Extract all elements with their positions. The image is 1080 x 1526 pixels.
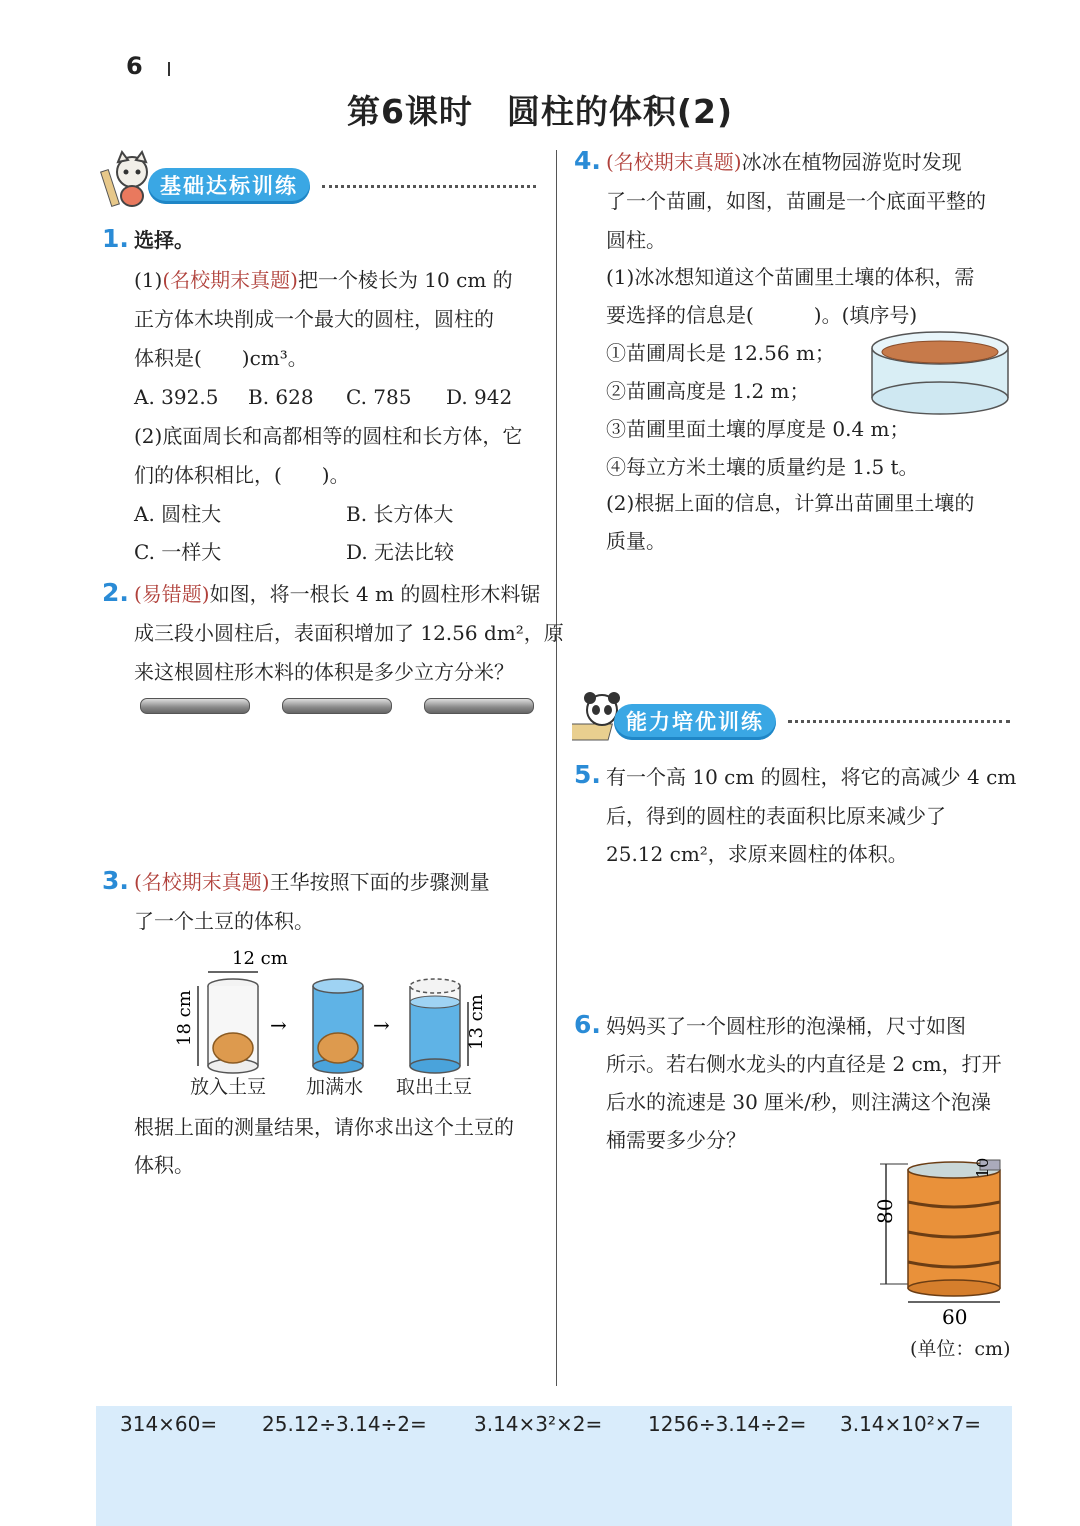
question-number-6: 6. (574, 1010, 601, 1039)
section-badge-basic: 基础达标训练 (148, 168, 310, 204)
q3-line3: 根据上面的测量结果，请你求出这个土豆的 (134, 1115, 514, 1139)
q1-option-b: B. 628 (248, 385, 314, 409)
step-label-2: 加满水 (306, 1076, 364, 1098)
q1-part2-option-d: D. 无法比较 (346, 540, 455, 564)
q4-line2: 了一个苗圃，如图，苗圃是一个底面平整的 (606, 189, 986, 213)
cup-full-water (313, 979, 363, 1073)
page-number-separator (168, 62, 170, 76)
source-tag: (易错题) (134, 582, 210, 606)
q2-line1: (易错题)如图，将一根长 4 m 的圆柱形木料锯 (134, 582, 541, 606)
wood-segment-2 (282, 698, 392, 714)
source-tag: (名校期末真题) (606, 150, 742, 174)
q4-info-3: ③苗圃里面土壤的厚度是 0.4 m； (606, 417, 910, 441)
step-label-1: 放入土豆 (190, 1076, 267, 1098)
page-title: 第6课时 圆柱的体积(2) (346, 92, 734, 131)
q4-line4: (1)冰冰想知道这个苗圃里土壤的体积，需 (606, 265, 975, 289)
tub-width-label: 60 (942, 1305, 968, 1329)
q4-line3: 圆柱。 (606, 228, 666, 252)
q6-line3: 后水的流速是 30 厘米/秒，则注满这个泡澡 (606, 1090, 991, 1114)
wood-segment-1 (140, 698, 250, 714)
arrow-icon: → (373, 1013, 390, 1037)
unit-note: (单位：cm) (910, 1338, 1011, 1360)
section-badge-advanced: 能力培优训练 (614, 704, 776, 740)
q2-line3: 来这根圆柱形木料的体积是多少立方分米？ (134, 660, 514, 684)
q4-info-4: ④每立方米土壤的质量约是 1.5 t。 (606, 455, 919, 479)
q5-line1: 有一个高 10 cm 的圆柱，将它的高减少 4 cm (606, 765, 1017, 789)
q5-line2: 后，得到的圆柱的表面积比原来减少了 (606, 804, 946, 828)
q6-line1: 妈妈买了一个圆柱形的泡澡桶，尺寸如图 (606, 1014, 966, 1038)
source-tag: (名校期末真题) (162, 268, 298, 292)
q6-line4: 桶需要多少分？ (606, 1128, 746, 1152)
arrow-icon: → (270, 1013, 287, 1037)
q4-line6: (2)根据上面的信息，计算出苗圃里土壤的 (606, 491, 975, 515)
calc-item-2: 25.12÷3.14÷2= (262, 1412, 427, 1436)
q1-option-d: D. 942 (446, 385, 513, 409)
fig-after-label: 13 cm (466, 994, 487, 1050)
cup-empty (208, 979, 258, 1073)
q2-line2: 成三段小圆柱后，表面积增加了 12.56 dm²，原 (134, 621, 564, 645)
fig-height-label: 18 cm (174, 990, 195, 1046)
source-tag: (名校期末真题) (134, 870, 270, 894)
page-number: 6 (126, 52, 143, 80)
q4-line7: 质量。 (606, 529, 666, 553)
section-dots (322, 185, 536, 188)
calc-item-3: 3.14×3²×2= (474, 1412, 603, 1436)
question-number-1: 1. (102, 224, 129, 253)
q1-part2-option-a: A. 圆柱大 (134, 502, 222, 526)
q1-part1-line3: 体积是( )cm³。 (134, 346, 308, 370)
q4-info-1: ①苗圃周长是 12.56 m； (606, 341, 835, 365)
calc-item-1: 314×60= (120, 1412, 218, 1436)
question-number-4: 4. (574, 146, 601, 175)
question-number-3: 3. (102, 866, 129, 895)
q3-line1: (名校期末真题)王华按照下面的步骤测量 (134, 870, 490, 894)
q1-part2-line1: (2)底面周长和高都相等的圆柱和长方体，它 (134, 424, 523, 448)
fig-width-label: 12 cm (232, 948, 288, 969)
q4-line1: (名校期末真题)冰冰在植物园游览时发现 (606, 150, 962, 174)
q6-line2: 所示。若右侧水龙头的内直径是 2 cm，打开 (606, 1052, 1002, 1076)
q1-part1-line1: (1)(名校期末真题)把一个棱长为 10 cm 的 (134, 268, 513, 292)
q4-info-2: ②苗圃高度是 1.2 m； (606, 379, 810, 403)
section-dots (788, 720, 1010, 723)
q3-line4: 体积。 (134, 1153, 194, 1177)
q1-part2-line2: 们的体积相比，( )。 (134, 463, 350, 487)
q1-part1-line2: 正方体木块削成一个最大的圆柱，圆柱的 (134, 307, 494, 331)
step-label-3: 取出土豆 (396, 1076, 473, 1098)
calc-item-4: 1256÷3.14÷2= (648, 1412, 807, 1436)
calc-item-5: 3.14×10²×7= (840, 1412, 981, 1436)
q3-line2: 了一个土豆的体积。 (134, 909, 314, 933)
question-number-5: 5. (574, 760, 601, 789)
q4-line5: 要选择的信息是( )。(填序号) (606, 303, 918, 327)
q1-option-a: A. 392.5 (134, 385, 219, 409)
bathtub-figure (856, 1156, 1016, 1334)
question-number-2: 2. (102, 578, 129, 607)
wood-segment-3 (424, 698, 534, 714)
column-divider (556, 150, 557, 1386)
cup-water-lowered (410, 979, 460, 1073)
q1-heading: 选择。 (134, 228, 194, 252)
q1-part2-option-b: B. 长方体大 (346, 502, 454, 526)
tub-top-label: 10 (973, 1157, 992, 1178)
tub-height-label: 80 (873, 1198, 897, 1224)
nursery-bed-figure (866, 328, 1014, 422)
q1-option-c: C. 785 (346, 385, 412, 409)
q1-part2-option-c: C. 一样大 (134, 540, 222, 564)
q5-line3: 25.12 cm²，求原来圆柱的体积。 (606, 842, 908, 866)
